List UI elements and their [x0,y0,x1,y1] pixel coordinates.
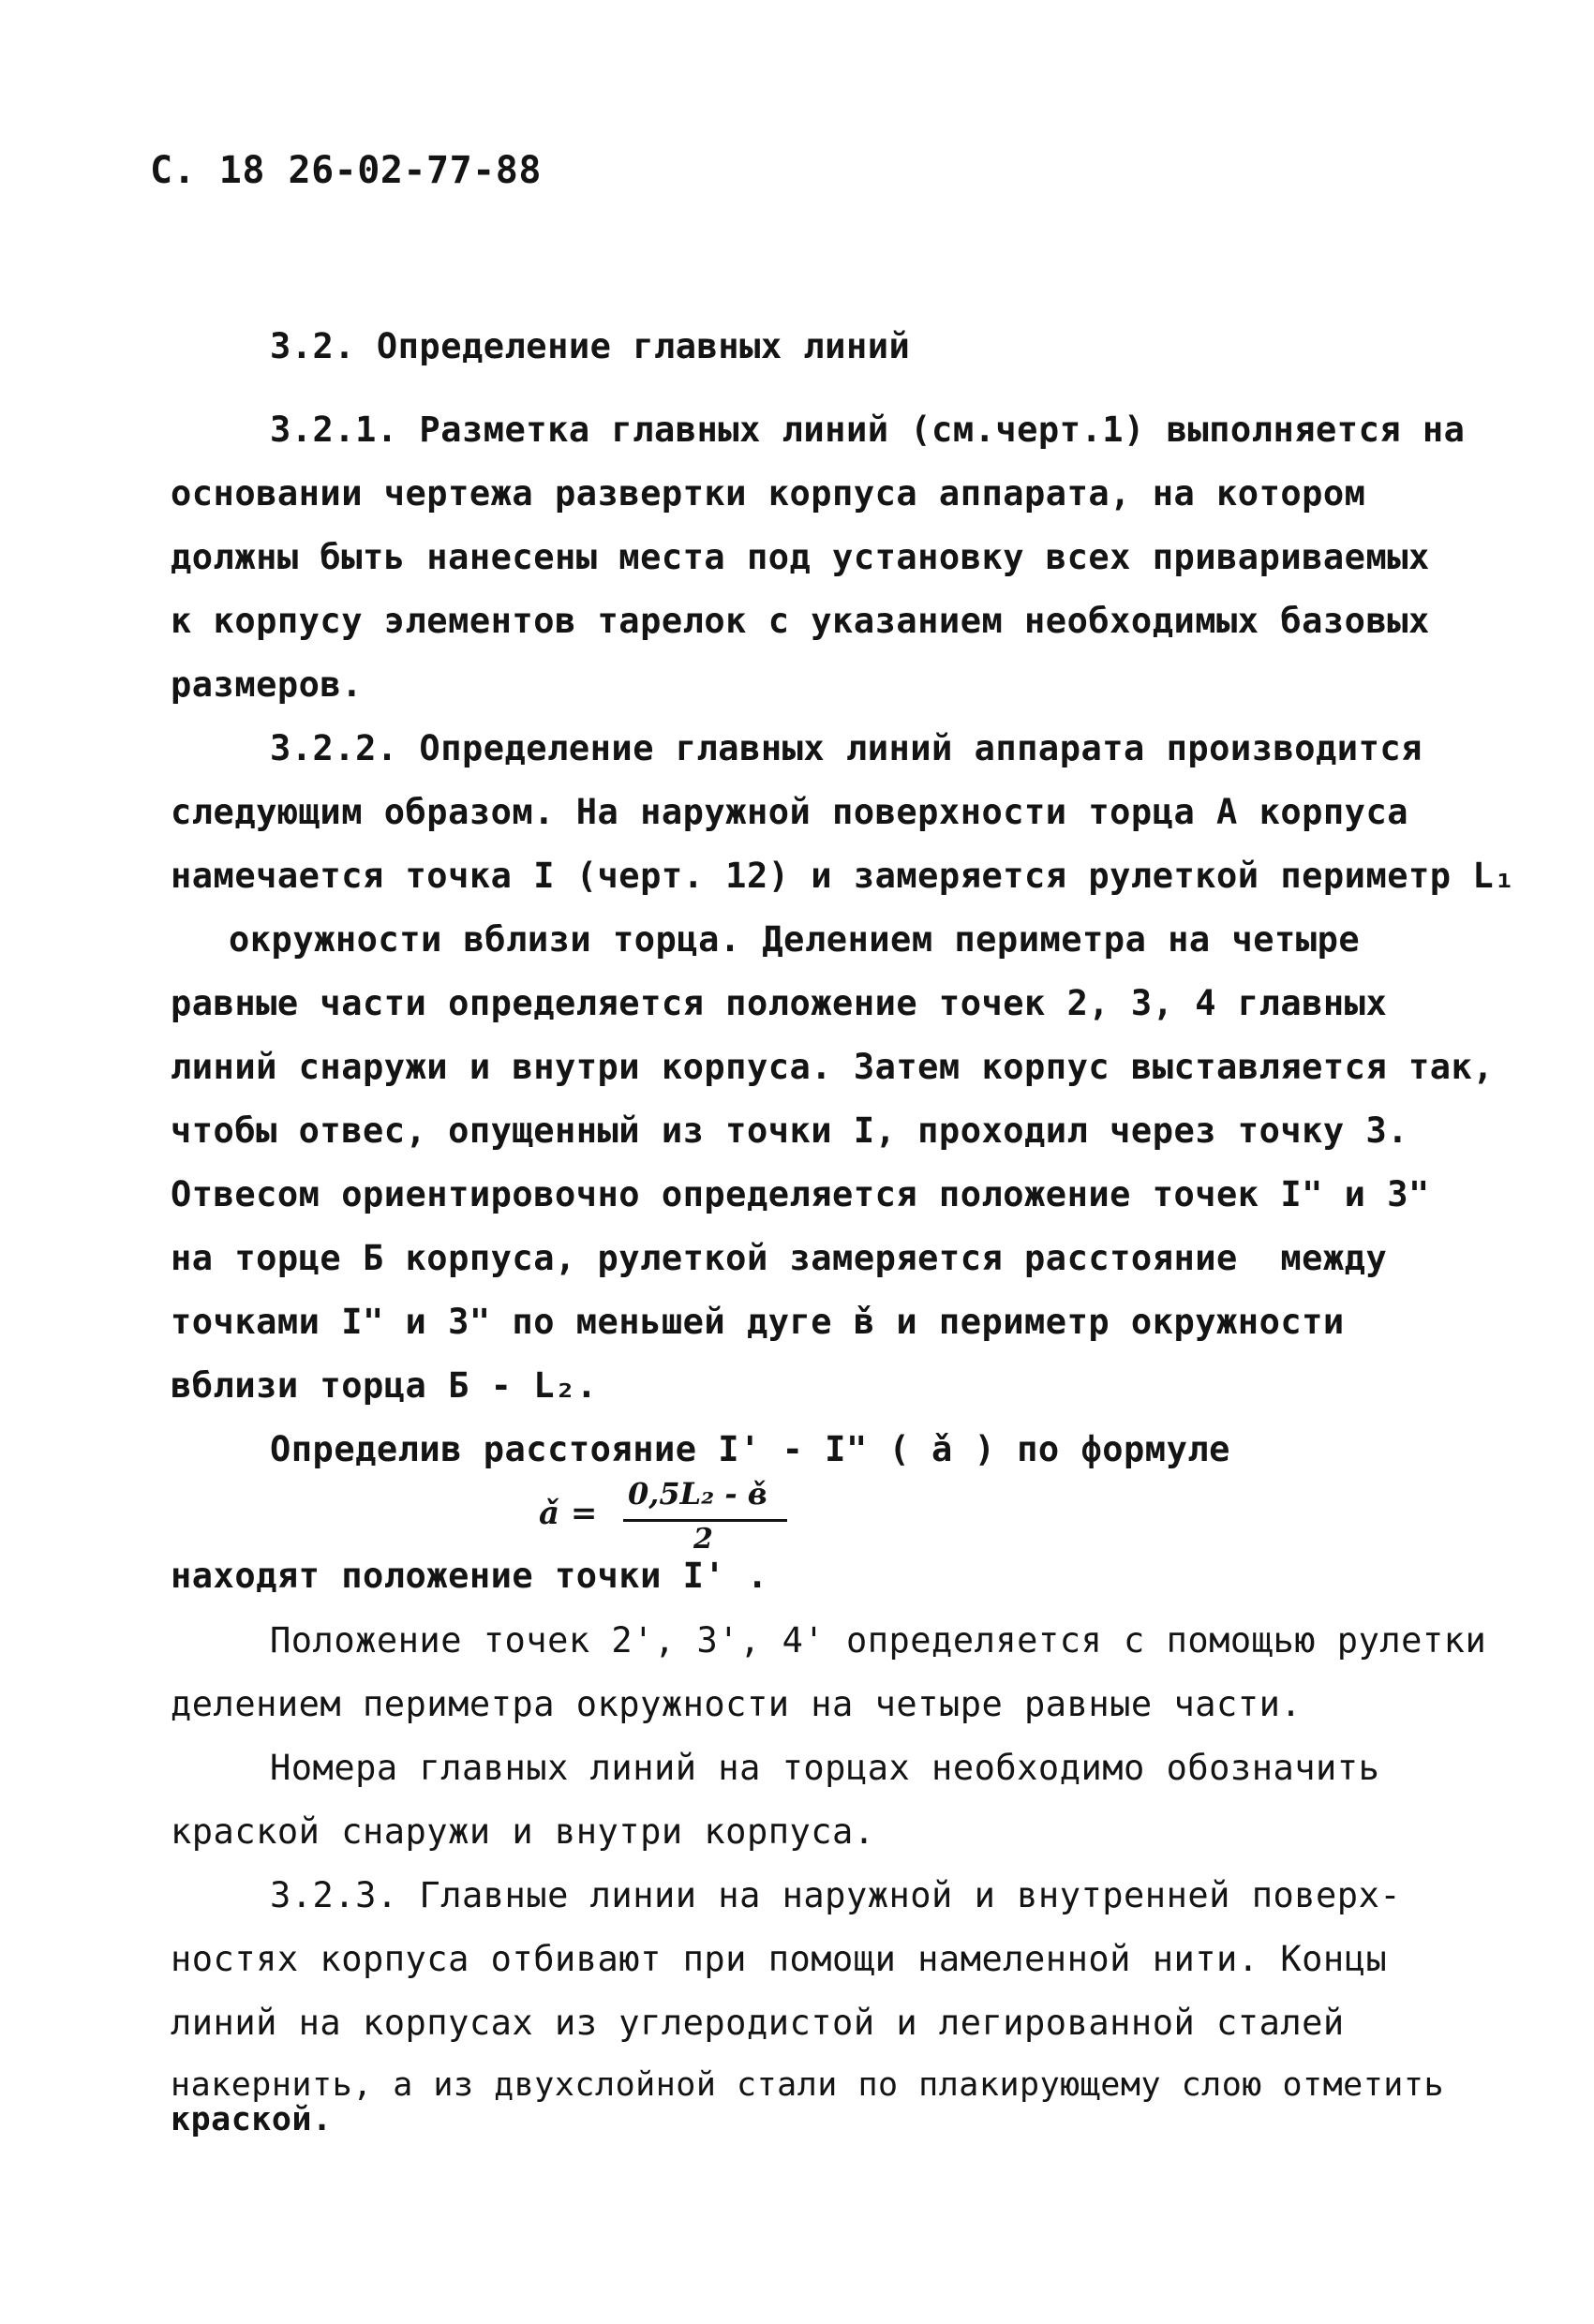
paragraph-line: на торце Б корпуса, рулеткой замеряется расстояние между [171,1238,1388,1278]
paragraph-line: намечается точка I (черт. 12) и замеряется рулеткой периметр L₁ [171,856,1515,896]
paragraph-line: краской снаружи и внутри корпуса. [171,1811,875,1852]
paragraph-line: Положение точек 2', 3', 4' определяется с помощью рулетки [270,1620,1487,1661]
formula [539,1476,820,1560]
paragraph-line: находят положение точки I' . [171,1556,768,1596]
paragraph-line: точками I" и 3" по меньшей дуге в̌ и периметр окружности [171,1302,1345,1342]
formula-lhs: а̌ = [539,1495,598,1532]
paragraph-line: вблизи торца Б - L₂. [171,1365,598,1406]
paragraph-line: 3.2.3. Главные линии на наружной и внутренней поверх- [270,1875,1402,1915]
paragraph-line: делением периметра окружности на четыре равные части. [171,1684,1303,1724]
paragraph-line: следующим образом. На наружной поверхности торца А корпуса [171,792,1409,832]
paragraph-line: окружности вблизи торца. Делением периметра на четыре [229,919,1361,960]
formula-denominator: 2 [693,1523,713,1556]
fraction-bar [623,1519,787,1522]
paragraph-line: линий на корпусах из углеродистой и легированной сталей [171,2003,1345,2043]
paragraph-line: Отвесом ориентировочно определяется положение точек I" и 3" [171,1174,1430,1214]
paragraph-line: 3.2.2. Определение главных линий аппарата производится [270,728,1423,768]
paragraph-line: краской. [171,2101,333,2138]
paragraph-line: Номера главных линий на торцах необходимо обозначить [270,1748,1380,1788]
paragraph-line: равные части определяется положение точек 2, 3, 4 главных [171,983,1388,1023]
paragraph-line: основании чертежа развертки корпуса аппарата, на котором [171,473,1366,514]
paragraph-line: размеров. [171,664,363,705]
paragraph-line: должны быть нанесены места под установку всех привариваемых [171,537,1430,577]
paragraph-line: к корпусу элементов тарелок с указанием необходимых базовых [171,601,1430,641]
paragraph-line: Определив расстояние I' - I" ( а̌ ) по формуле [270,1429,1230,1469]
page-header: С. 18 26-02-77-88 [150,149,542,192]
paragraph-line: 3.2.1. Разметка главных линий (см.черт.1) выполняется на [270,410,1466,450]
paragraph-line: чтобы отвес, опущенный из точки I, проходил через точку 3. [171,1110,1409,1151]
paragraph-line: ностях корпуса отбивают при помощи намеленной нити. Концы [171,1939,1388,1979]
section-title: 3.2. Определение главных линий [270,326,911,366]
paragraph-line: линий снаружи и внутри корпуса. Затем корпус выставляется так, [171,1047,1495,1087]
formula-numerator: 0,5L₂ - в̌ [628,1476,767,1512]
paragraph-line: накернить, а из двухслойной стали по плакирующему слою отметить [171,2066,1445,2104]
